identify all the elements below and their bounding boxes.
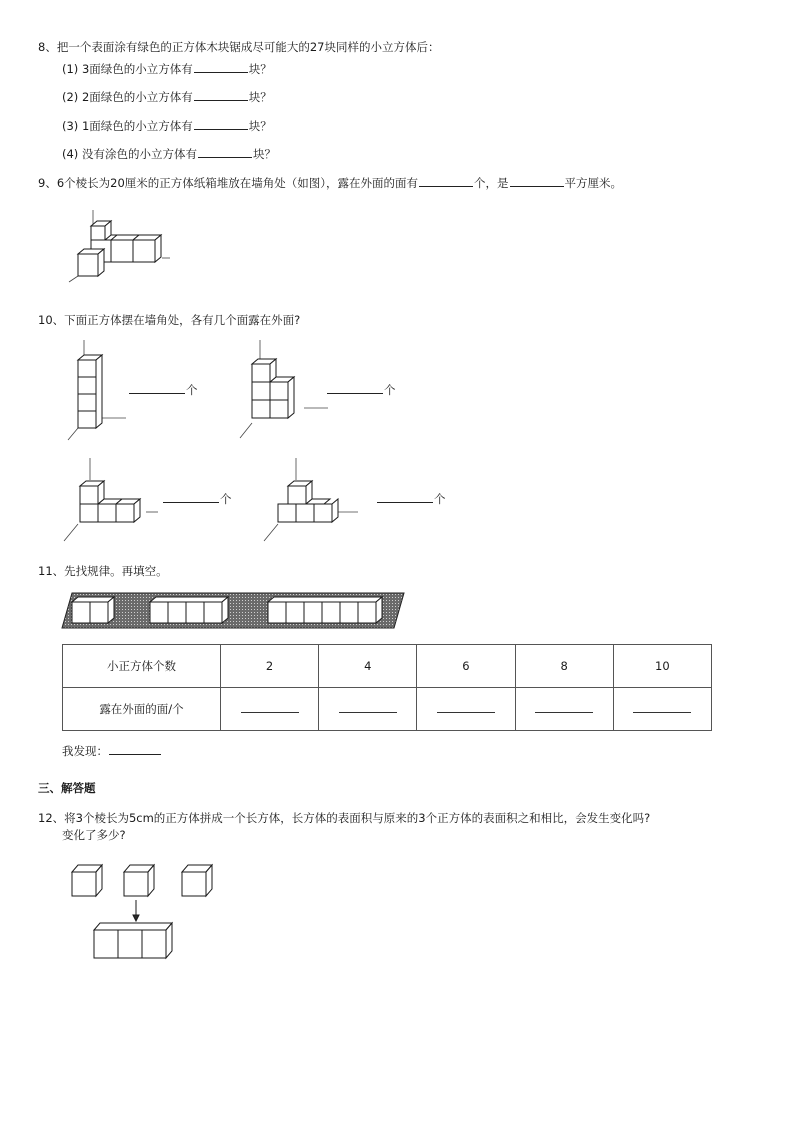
q8-item-1-text: (1) 3面绿色的小立方体有 xyxy=(62,62,193,76)
q8-stem: 8、把一个表面涂有绿色的正方体木块锯成尽可能大的27块同样的小立方体后： xyxy=(38,40,440,54)
q8-answer-blank-1[interactable] xyxy=(194,61,248,73)
q8-item-4 xyxy=(62,146,276,161)
q10-stem: 10、下面正方体摆在墙角处，各有几个面露在外面? xyxy=(38,313,301,327)
q10-answer-d xyxy=(376,491,446,506)
q10-unit-b: 个 xyxy=(384,383,396,397)
q8-item-4-text: (4) 没有涂色的小立方体有 xyxy=(62,147,197,161)
q10-figure-c xyxy=(62,456,162,544)
q11-table-row-faces xyxy=(63,688,712,731)
q11-faces-cell[interactable] xyxy=(515,688,613,731)
q11-answer-blank[interactable] xyxy=(241,702,299,713)
q10-answer-b xyxy=(326,382,396,397)
q8-answer-blank-3[interactable] xyxy=(194,118,248,130)
q8-item-3-suffix: 块？ xyxy=(248,119,272,133)
q12-line1: 12、将3个棱长为5cm的正方体拼成一个长方体，长方体的表面积与原来的3个正方体的表面积之和相比，会发生变化吗? xyxy=(38,811,651,825)
q8-item-2-suffix: 块？ xyxy=(248,90,272,104)
q8-item-3 xyxy=(62,118,272,133)
q8-answer-blank-4[interactable] xyxy=(198,146,252,158)
q9-cube-figure xyxy=(66,206,176,286)
q12-cube-figure xyxy=(68,860,228,964)
q11-finding-blank[interactable] xyxy=(109,743,161,755)
q11-faces-cell[interactable] xyxy=(319,688,417,731)
q8-item-4-suffix: 块？ xyxy=(252,147,276,161)
q11-faces-cell[interactable] xyxy=(613,688,711,731)
q8-answer-blank-2[interactable] xyxy=(194,89,248,101)
q11-count-cell: 8 xyxy=(515,645,613,688)
q8-item-3-text: (3) 1面绿色的小立方体有 xyxy=(62,119,193,133)
q8-item-1 xyxy=(62,61,272,76)
q8-item-1-suffix: 块？ xyxy=(248,62,272,76)
q11-count-cell: 10 xyxy=(613,645,711,688)
q11-answer-blank[interactable] xyxy=(437,702,495,713)
q10-answer-blank-a[interactable] xyxy=(129,382,185,394)
q10-answer-blank-c[interactable] xyxy=(163,491,219,503)
q10-figure-d xyxy=(262,456,362,544)
q12-line2: 变化了多少? xyxy=(62,828,126,842)
q10-unit-a: 个 xyxy=(186,383,198,397)
q8-item-2 xyxy=(62,89,272,104)
q11-table xyxy=(62,644,712,731)
q10-figure-b xyxy=(238,338,333,443)
q9-text-3: 平方厘米。 xyxy=(564,176,623,190)
q11-stem: 11、先找规律。再填空。 xyxy=(38,564,168,578)
q11-faces-cell[interactable] xyxy=(417,688,515,731)
q11-count-cell: 4 xyxy=(319,645,417,688)
q11-answer-blank[interactable] xyxy=(339,702,397,713)
q11-answer-blank[interactable] xyxy=(633,702,691,713)
q11-finding xyxy=(62,743,162,758)
q10-answer-a xyxy=(128,382,198,397)
q8-item-2-text: (2) 2面绿色的小立方体有 xyxy=(62,90,193,104)
q9-answer-blank-faces[interactable] xyxy=(419,175,473,187)
q10-answer-blank-d[interactable] xyxy=(377,491,433,503)
q11-table-row-count xyxy=(63,645,712,688)
q11-row1-header: 小正方体个数 xyxy=(63,645,221,688)
q9-text-2: 个，是 xyxy=(474,176,509,190)
q11-faces-cell[interactable] xyxy=(221,688,319,731)
q10-answer-c xyxy=(162,491,232,506)
q10-unit-c: 个 xyxy=(220,492,232,506)
q10-figure-a xyxy=(66,338,136,443)
q11-finding-label: 我发现： xyxy=(62,744,108,758)
q9-stem xyxy=(38,175,622,190)
q10-answer-blank-b[interactable] xyxy=(327,382,383,394)
q9-text-1: 9、6个棱长为20厘米的正方体纸箱堆放在墙角处（如图），露在外面的面有 xyxy=(38,176,419,190)
q11-count-cell: 6 xyxy=(417,645,515,688)
section3-title: 三、解答题 xyxy=(38,781,96,795)
q9-answer-blank-area[interactable] xyxy=(510,175,564,187)
q10-unit-d: 个 xyxy=(434,492,446,506)
q11-pattern-strip xyxy=(62,591,406,631)
q11-count-cell: 2 xyxy=(221,645,319,688)
q11-row2-header: 露在外面的面/个 xyxy=(63,688,221,731)
q11-answer-blank[interactable] xyxy=(535,702,593,713)
